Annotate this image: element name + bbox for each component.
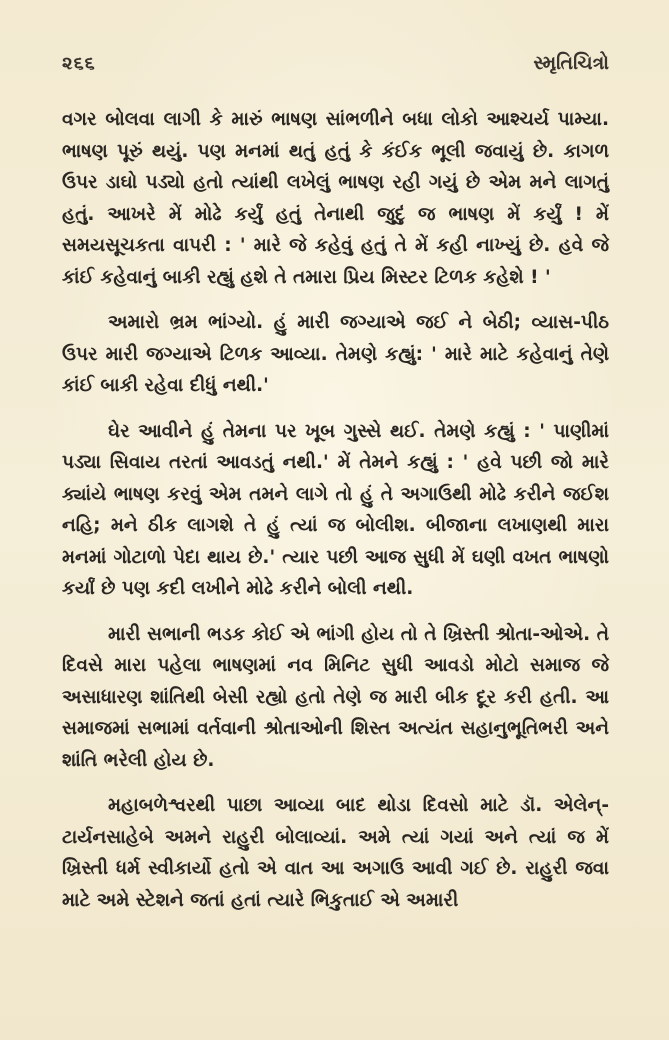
body-text bbox=[62, 104, 609, 916]
page-number: ૨૬૬ bbox=[62, 53, 96, 74]
paragraph-5: મહાબળેશ્વરથી પાછા આવ્યા બાદ થોડા દિવસો માટે ડૉ. એલેન્-ટાર્યનસાહેબે અમને રાહુરી બોલાવ્યાં. અમે ત્યાં ગયાં અને ત્યાં જ મેં ખ્રિસ્તી ધર્મ સ્વીકાર્યો હતો એ વાત આ અગાઉ આવી ગઈ છે. રાહુરી જવા માટે અમે સ્ટેશને જતાં હતાં ત્યારે ભિકુતાઈ એ અમારી bbox=[62, 795, 609, 911]
paragraph-1: વગર બોલવા લાગી કે મારું ભાષણ સાંભળીને બધા લોકો આશ્ચર્ય પામ્યા. ભાષણ પૂરું થયું. પણ મનમાં થતું હતું કે કંઈક ભૂલી જવાયું છે. કાગળ ઉપર ડાઘો પડ્યો હતો ત્યાંથી લખેલું ભાષણ રહી ગયું છે એમ મને લાગતું હતું. આખરે મેં મોઢે કર્યું હતું તેનાથી જુદું જ ભાષણ મેં કર્યું ! મેં સમયસૂચકતા વાપરી : ' મારે જે કહેવું હતું તે મેં કહી નાખ્યું છે. હવે જે કાંઈ કહેવાનું બાકી રહ્યું હશે તે તમારા પ્રિય મિસ્ટર ટિળક કહેશે ! ' bbox=[62, 109, 609, 288]
paragraph-4: મારી સભાની ભડક કોઈ એ ભાંગી હોય તો તે ખ્રિસ્તી શ્રોતા-ઓએ. તે દિવસે મારા પહેલા ભાષણમાં નવ મિનિટ સુધી આવડો મોટો સમાજ જે અસાધારણ શાંતિથી બેસી રહ્યો હતો તેણે જ મારી બીક દૂર કરી હતી. આ સમાજમાં સભામાં વર્તવાની શ્રોતાઓની શિસ્ત અત્યંત સહાનુભૂતિભરી અને શાંતિ ભરેલી હોય છે. bbox=[62, 623, 609, 771]
paragraph-3: ઘેર આવીને હું તેમના પર ખૂબ ગુસ્સે થઈ. તેમણે કહ્યું : ' પાણીમાં પડ્યા સિવાય તરતાં આવડતું નથી.' મેં તેમને કહ્યું : ' હવે પછી જો મારે ક્યાંયે ભાષણ કરવું એમ તમને લાગે તો હું તે અગાઉથી મોઢે કરીને જઈશ નહિ; મને ઠીક લાગશે તે હું ત્યાં જ બોલીશ. બીજાના લખાણથી મારા મનમાં ગોટાળો પેદા થાય છે.' ત્યાર પછી આજ સુધી મેં ઘણી વખત ભાષણો કર્યાં છે પણ કદી લખીને મોઢે કરીને બોલી નથી. bbox=[62, 420, 609, 599]
paragraph-2: અમારો ભ્રમ ભાંગ્યો. હું મારી જગ્યાએ જઈ ને બેઠી; વ્યાસ-પીઠ ઉપર મારી જગ્યાએ ટિળક આવ્યા. તેમણે કહ્યું: ' મારે માટે કહેવાનું તેણે કાંઈ બાકી રહેવા દીધું નથી.' bbox=[62, 312, 609, 396]
page-header bbox=[62, 52, 609, 88]
running-title: સ્મૃતિચિત્રો bbox=[533, 52, 609, 74]
